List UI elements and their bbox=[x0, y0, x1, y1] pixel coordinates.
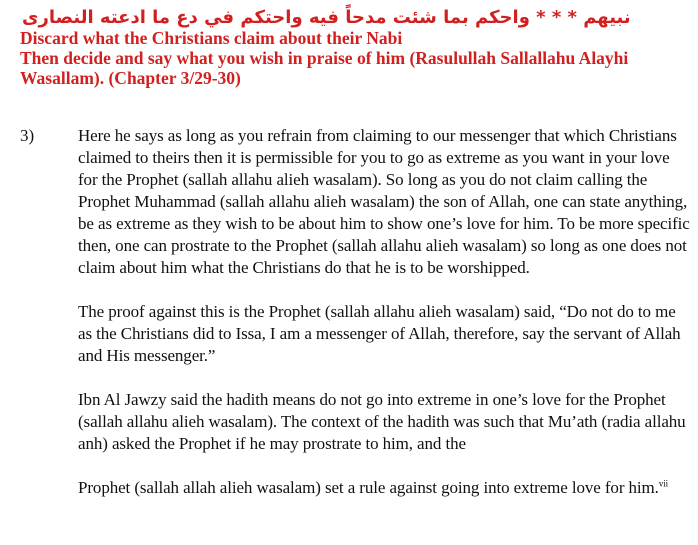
heading-translation-line-1: Discard what the Christians claim about their Nabi bbox=[20, 28, 403, 48]
arabic-verse: نبيهم * * * واحكم بما شئت مدحاً فيه واحتكم في دع ما ادعته النصارى bbox=[22, 7, 631, 28]
chapter-heading bbox=[20, 8, 690, 88]
item-number: 3) bbox=[20, 126, 35, 145]
paragraph-3: Ibn Al Jawzy said the hadith means do not go into extreme in one’s love for the Prophet (sallah allahu alieh wasalam). The context of the hadith was such that Mu’ath (radia allahu anh) asked the Prophet if he may prostrate to him, and the bbox=[78, 390, 686, 453]
footnote-marker[interactable]: vii bbox=[658, 478, 669, 489]
paragraph-4-text: Prophet (sallah allah alieh wasalam) set a rule against going into extreme love for him. bbox=[78, 478, 659, 497]
commentary-body bbox=[78, 125, 690, 499]
heading-translation-line-2: Then decide and say what you wish in praise of him (Rasulullah Sallallahu Alayhi Wasallam). (Chapter 3/29-30) bbox=[20, 48, 629, 88]
paragraph-4 bbox=[78, 477, 690, 499]
paragraph-2: The proof against this is the Prophet (sallah allahu alieh wasalam) said, “Do not do to me as the Christians did to Issa, I am a messenger of Allah, therefore, say the servant of Allah and His messenger.” bbox=[78, 302, 681, 365]
paragraph-1: Here he says as long as you refrain from claiming to our messenger that which Christians claimed to theirs then it is permissible for you to go as extreme as you want in your love for the Prophet (sallah allahu alieh wasalam). So long as you do not claim calling the Prophet Muhammad (sallah allahu alieh wasalam) the son of Allah, one can state anything, be as extreme as they wish to be about him to show one’s love for him. To be more specific then, one can prostrate to the Prophet (sallah allahu alieh wasalam) so long as one does not claim about him what the Christians do that he is to be worshipped. bbox=[78, 126, 690, 277]
